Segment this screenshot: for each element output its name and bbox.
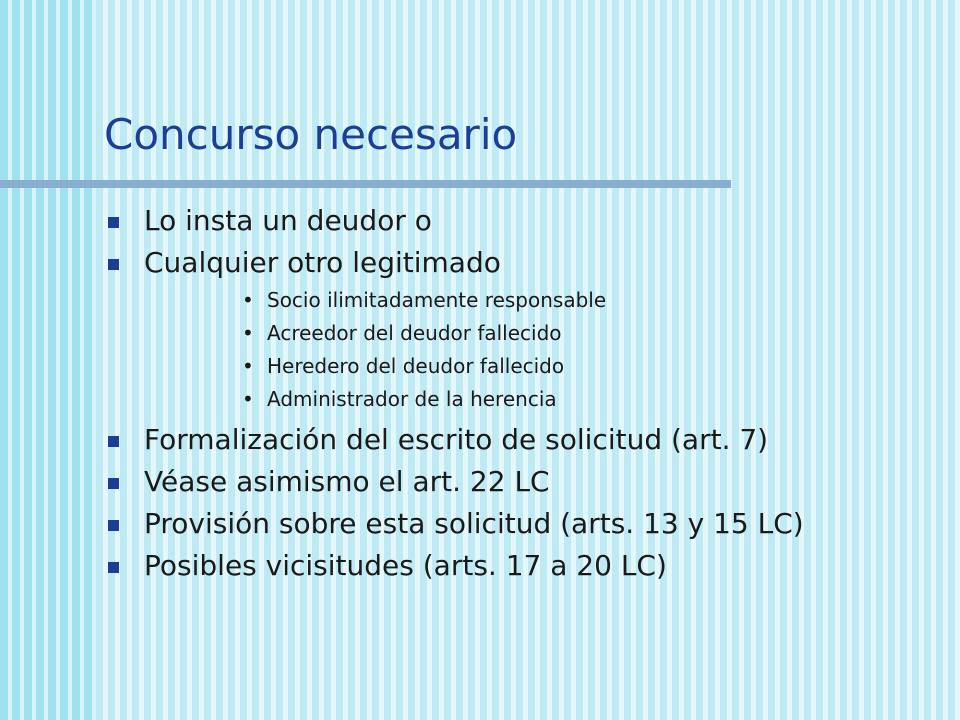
sub-bullet-item bbox=[144, 288, 934, 312]
bullet-item bbox=[104, 549, 934, 583]
bullet-text: Provisión sobre esta solicitud (arts. 13 y 15 LC) bbox=[144, 507, 804, 540]
sub-bullet-item bbox=[144, 354, 934, 378]
dot-bullet-icon: • bbox=[242, 354, 254, 378]
dot-bullet-icon: • bbox=[242, 321, 254, 345]
bullet-text: Cualquier otro legitimado bbox=[144, 246, 501, 279]
slide-body bbox=[104, 204, 934, 591]
sub-bullet-item bbox=[144, 387, 934, 411]
sub-bullet-text: Administrador de la herencia bbox=[267, 387, 557, 411]
square-bullet-icon bbox=[108, 436, 119, 447]
title-underline bbox=[0, 180, 731, 188]
bullet-item bbox=[104, 204, 934, 238]
sub-bullet-list bbox=[144, 288, 934, 411]
sub-bullet-text: Socio ilimitadamente responsable bbox=[267, 288, 607, 312]
bullet-item bbox=[104, 465, 934, 499]
square-bullet-icon bbox=[108, 259, 119, 270]
sub-bullet-text: Heredero del deudor fallecido bbox=[267, 354, 565, 378]
sub-bullet-item bbox=[144, 321, 934, 345]
bullet-item bbox=[104, 246, 934, 411]
bullet-item bbox=[104, 423, 934, 457]
bullet-text: Véase asimismo el art. 22 LC bbox=[144, 465, 550, 498]
bullet-text: Lo insta un deudor o bbox=[144, 204, 432, 237]
bullet-text: Posibles vicisitudes (arts. 17 a 20 LC) bbox=[144, 549, 667, 582]
dot-bullet-icon: • bbox=[242, 387, 254, 411]
square-bullet-icon bbox=[108, 520, 119, 531]
bullet-list bbox=[104, 204, 934, 583]
left-stripe-band bbox=[0, 0, 96, 720]
slide-title: Concurso necesario bbox=[104, 110, 518, 159]
bullet-item bbox=[104, 507, 934, 541]
sub-bullet-text: Acreedor del deudor fallecido bbox=[267, 321, 562, 345]
dot-bullet-icon: • bbox=[242, 288, 254, 312]
bullet-text: Formalización del escrito de solicitud (art. 7) bbox=[144, 423, 769, 456]
square-bullet-icon bbox=[108, 217, 119, 228]
square-bullet-icon bbox=[108, 478, 119, 489]
square-bullet-icon bbox=[108, 562, 119, 573]
